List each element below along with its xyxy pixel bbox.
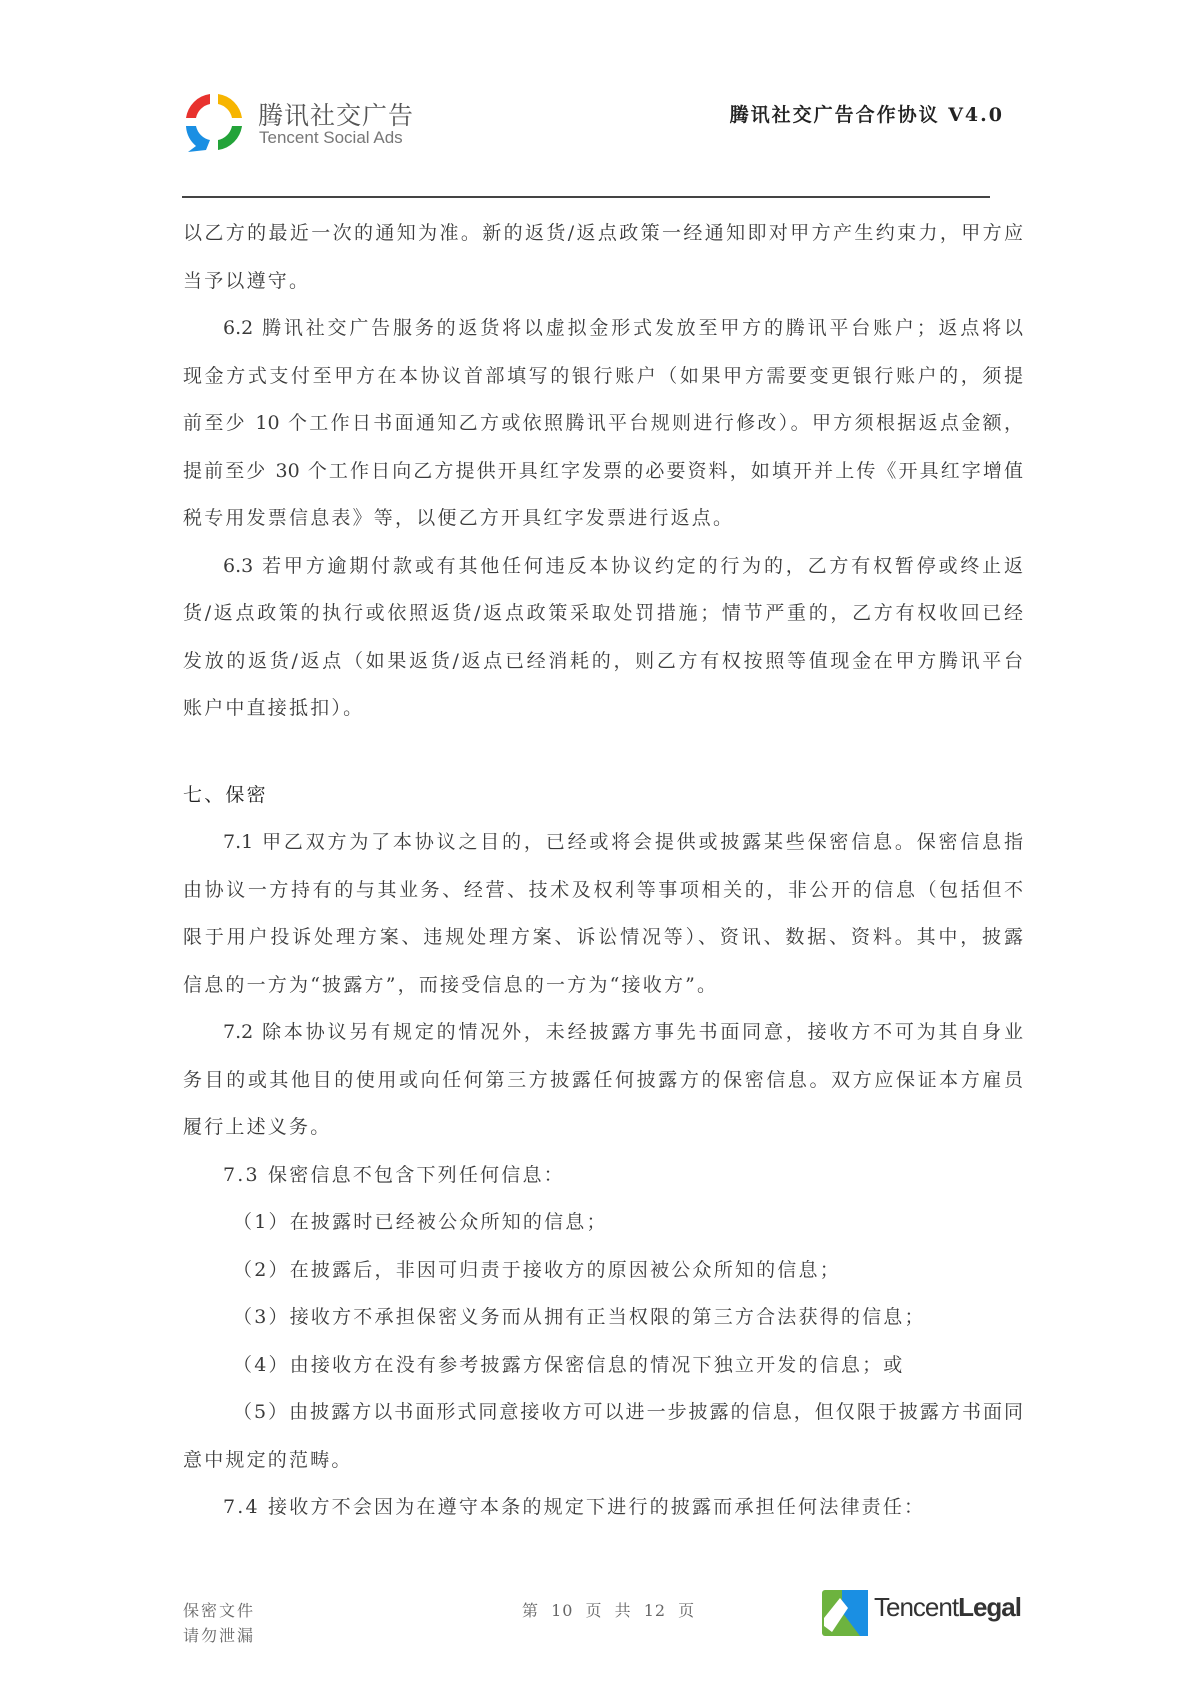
tencent-social-ads-logo — [182, 90, 246, 154]
header-divider — [182, 196, 990, 198]
clause-7-4: 7.4 接收方不会因为在遵守本条的规定下进行的披露而承担任何法律责任： — [223, 1496, 926, 1518]
clause-6-2: 6.2 腾讯社交广告服务的返货将以虚拟金形式发放至甲方的腾讯平台账户；返点将以 — [223, 317, 1023, 339]
list-item: （5）由披露方以书面形式同意接收方可以进一步披露的信息，但仅限于披露方书面同 — [233, 1401, 1023, 1423]
text-line: 货/返点政策的执行或依照返货/返点政策采取处罚措施；情节严重的，乙方有权收回已经 — [183, 602, 1023, 624]
text-line: 由协议一方持有的与其业务、经营、技术及权利等事项相关的，非公开的信息（包括但不 — [183, 878, 1023, 901]
text-line: 发放的返货/返点（如果返货/返点已经消耗的，则乙方有权按照等值现金在甲方腾讯平台 — [183, 649, 1023, 672]
tencent-legal-logo-icon — [820, 1588, 870, 1638]
clause-7-3: 7.3 保密信息不包含下列任何信息： — [223, 1163, 565, 1186]
brand-name-cn: 腾讯社交广告 — [258, 101, 415, 130]
text-line: 意中规定的范畴。 — [183, 1448, 353, 1471]
text-line: 账户中直接抵扣）。 — [183, 697, 365, 719]
list-item: （1）在披露时已经被公众所知的信息； — [233, 1211, 608, 1233]
confidential-line-2: 请勿泄漏 — [183, 1626, 256, 1645]
text-line: 履行上述义务。 — [183, 1116, 332, 1138]
clause-6-3: 6.3 若甲方逾期付款或有其他任何违反本协议约定的行为的，乙方有权暂停或终止返 — [223, 554, 1023, 577]
text-line: 前至少 10 个工作日书面通知乙方或依照腾讯平台规则进行修改）。甲方须根据返点金额， — [183, 412, 1023, 434]
confidential-line-1: 保密文件 — [183, 1601, 256, 1620]
list-item: （3）接收方不承担保密义务而从拥有正当权限的第三方合法获得的信息； — [233, 1306, 926, 1328]
list-item: （4）由接收方在没有参考披露方保密信息的情况下独立开发的信息；或 — [233, 1353, 905, 1376]
legal-brand-part-1: Tencent — [874, 1592, 959, 1622]
text-line: 当予以遵守。 — [183, 269, 311, 292]
tencent-legal-wordmark — [874, 1592, 1021, 1623]
list-item: （2）在披露后，非因可归责于接收方的原因被公众所知的信息； — [233, 1258, 841, 1281]
legal-brand-part-2: Legal — [958, 1592, 1021, 1622]
text-line: 现金方式支付至甲方在本协议首部填写的银行账户（如果甲方需要变更银行账户的，须提 — [183, 364, 1023, 387]
page-number: 第 10 页 共 12 页 — [522, 1601, 696, 1620]
section-heading-confidentiality: 七、保密 — [183, 783, 268, 806]
document-body — [183, 210, 1023, 1532]
text-line: 以乙方的最近一次的通知为准。新的返货/返点政策一经通知即对甲方产生约束力，甲方应 — [183, 222, 1023, 244]
brand-name-en: Tencent Social Ads — [259, 128, 403, 147]
text-line: 税专用发票信息表》等，以便乙方开具红字发票进行返点。 — [183, 507, 735, 529]
clause-7-1: 7.1 甲乙双方为了本协议之目的，已经或将会提供或披露某些保密信息。保密信息指 — [223, 831, 1023, 853]
text-line: 提前至少 30 个工作日向乙方提供开具红字发票的必要资料，如填开并上传《开具红字增值 — [183, 459, 1023, 482]
clause-7-2: 7.2 除本协议另有规定的情况外，未经披露方事先书面同意，接收方不可为其自身业 — [223, 1021, 1023, 1043]
document-title: 腾讯社交广告合作协议 V4.0 — [729, 104, 1004, 126]
confidential-notice — [183, 1598, 255, 1648]
text-line: 务目的或其他目的使用或向任何第三方披露任何披露方的保密信息。双方应保证本方雇员 — [183, 1068, 1023, 1091]
text-line: 限于用户投诉处理方案、违规处理方案、诉讼情况等）、资讯、数据、资料。其中，披露 — [183, 926, 1023, 948]
text-line: 信息的一方为“披露方”，而接受信息的一方为“接收方”。 — [183, 973, 719, 996]
